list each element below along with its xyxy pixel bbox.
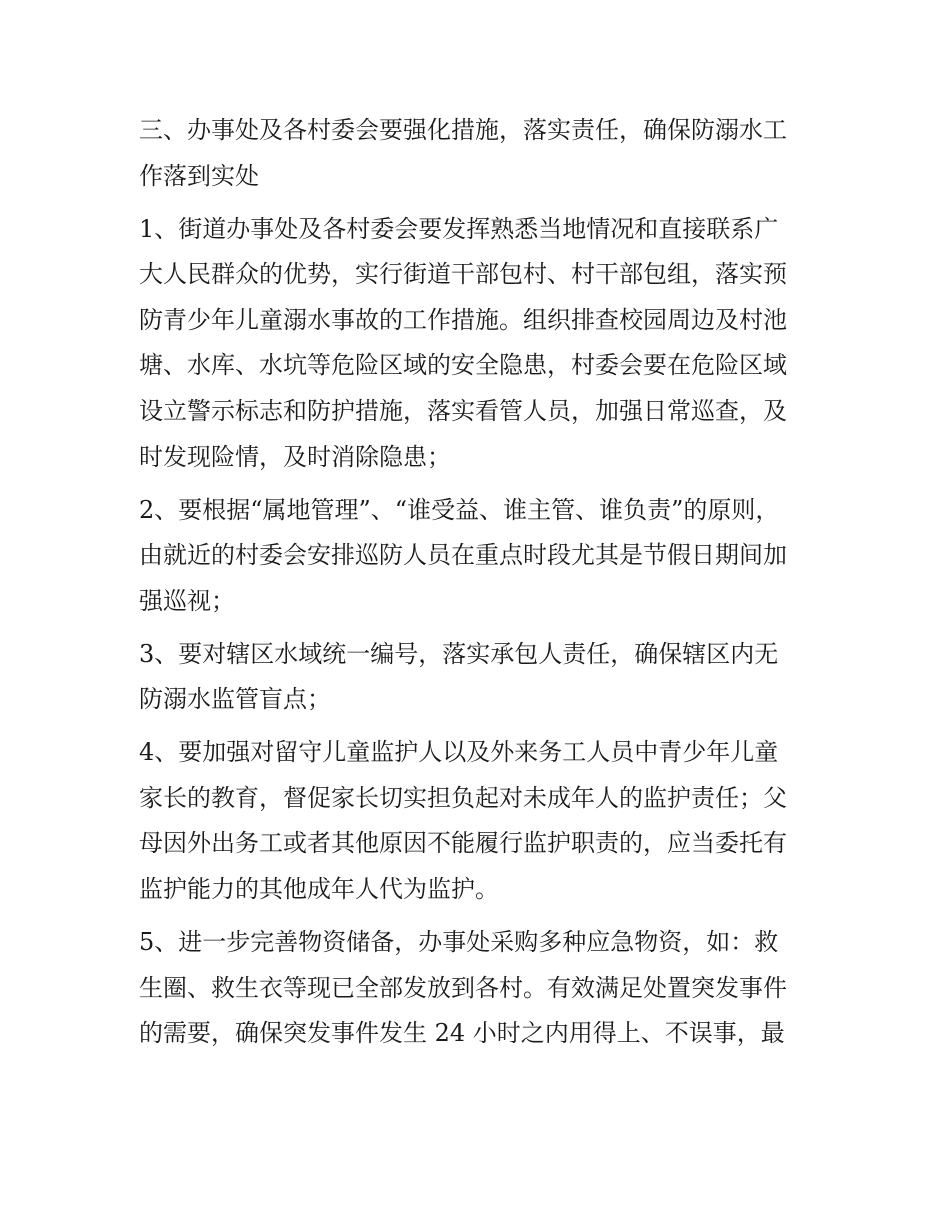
paragraph-line: 防青少年儿童溺水事故的工作措施。组织排查校园周边及村池	[139, 305, 787, 334]
paragraph-line: 5、进一步完善物资储备，办事处采购多种应急物资，如：救	[139, 928, 779, 957]
list-item-3	[139, 632, 819, 723]
paragraph-line: 大人民群众的优势，实行街道干部包村、村干部包组，落实预	[139, 260, 787, 289]
paragraph-line: 时发现险情，及时消除隐患；	[139, 442, 451, 471]
paragraph-line: 由就近的村委会安排巡防人员在重点时段尤其是节假日期间加	[139, 541, 787, 570]
paragraph-line: 家长的教育，督促家长切实担负起对未成年人的监护责任；父	[139, 783, 787, 812]
paragraph-line: 防溺水监管盲点；	[139, 685, 331, 714]
paragraph-line: 监护能力的其他成年人代为监护。	[139, 875, 499, 904]
paragraph-line: 强巡视；	[139, 586, 235, 615]
document-page	[139, 108, 819, 1057]
heading-line: 作落到实处	[139, 161, 259, 190]
paragraph-line: 塘、水库、水坑等危险区域的安全隐患，村委会要在危险区域	[139, 351, 787, 380]
paragraph-line: 母因外出务工或者其他原因不能履行监护职责的，应当委托有	[139, 829, 787, 858]
list-item-5	[139, 920, 819, 1057]
list-item-1	[139, 207, 819, 481]
list-item-4	[139, 730, 819, 912]
paragraph-line: 4、要加强对留守儿童监护人以及外来务工人员中青少年儿童	[139, 738, 779, 767]
list-item-2	[139, 488, 819, 625]
paragraph-line: 生圈、救生衣等现已全部发放到各村。有效满足处置突发事件	[139, 973, 787, 1002]
heading-line: 三、办事处及各村委会要强化措施，落实责任，确保防溺水工	[139, 116, 787, 144]
paragraph-line: 3、要对辖区水域统一编号，落实承包人责任，确保辖区内无	[139, 639, 779, 668]
paragraph-line: 设立警示标志和防护措施，落实看管人员，加强日常巡查，及	[139, 396, 787, 425]
section-heading	[139, 108, 819, 199]
paragraph-line: 的需要，确保突发事件发生 24 小时之内用得上、不误事，最	[139, 1019, 785, 1048]
paragraph-line: 1、街道办事处及各村委会要发挥熟悉当地情况和直接联系广	[139, 214, 779, 243]
paragraph-line: 2、要根据“属地管理”、“谁受益、谁主管、谁负责”的原则，	[139, 495, 780, 524]
